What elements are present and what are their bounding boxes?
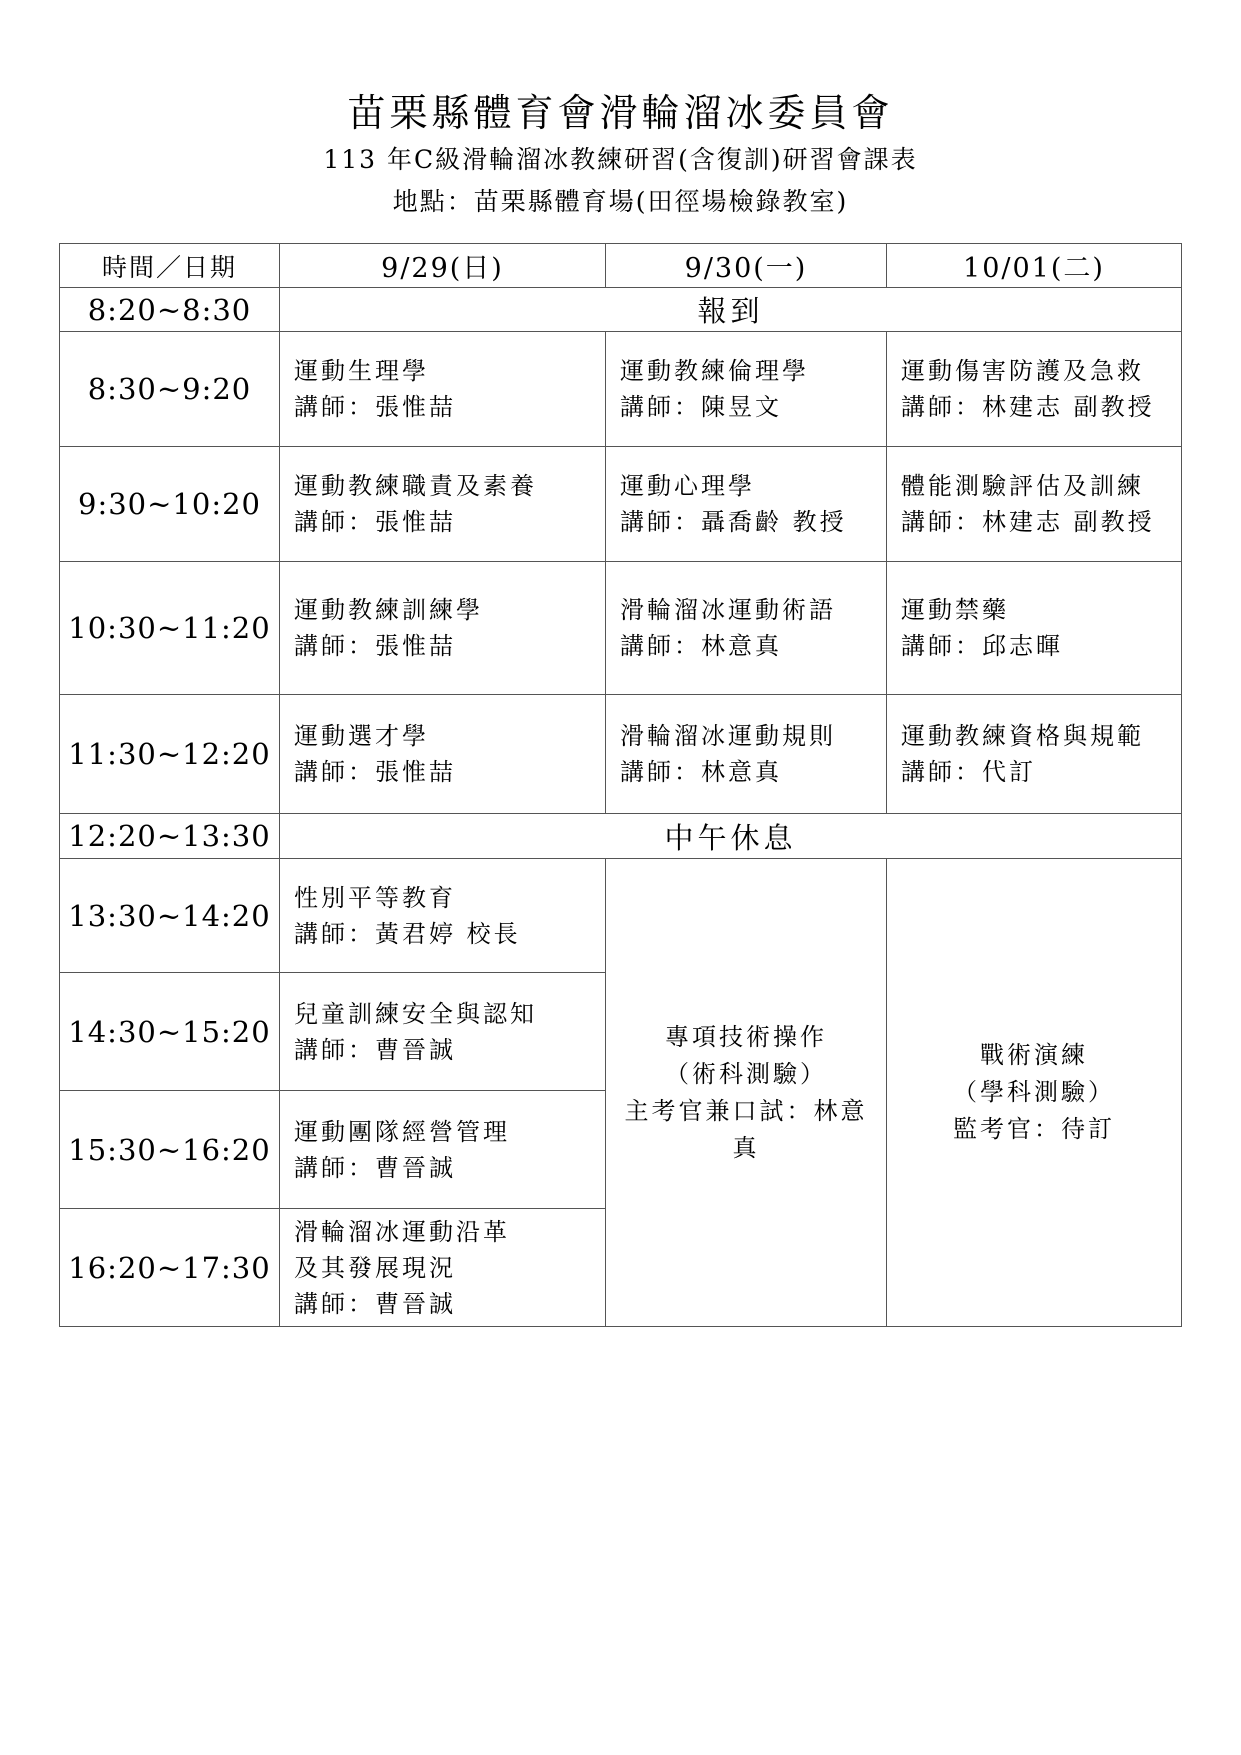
course-lecturer: 講師：林建志 副教授 xyxy=(901,393,1155,421)
course-name: 滑輪溜冰運動規則 xyxy=(620,722,836,750)
table-header-row xyxy=(60,244,1182,288)
course-name: 運動傷害防護及急救 xyxy=(901,357,1144,385)
table-row xyxy=(60,562,1182,695)
location-line: 地點：苗栗縣體育場(田徑場檢錄教室) xyxy=(392,187,849,216)
course-cell xyxy=(887,562,1182,695)
course-name: 運動教練訓練學 xyxy=(294,596,483,624)
course-cell xyxy=(280,332,606,447)
practical-note: （術科測驗） xyxy=(665,1059,827,1088)
course-lecturer: 講師：張惟喆 xyxy=(294,758,456,786)
course-cell xyxy=(280,973,606,1091)
course-cell xyxy=(606,447,887,562)
course-name-cont: 及其發展現況 xyxy=(294,1253,456,1282)
course-cell xyxy=(280,447,606,562)
course-lecturer: 講師：邱志暉 xyxy=(901,632,1063,660)
registration-row xyxy=(60,288,1182,332)
course-lecturer: 講師：林意真 xyxy=(620,632,782,660)
practical-title: 專項技術操作 xyxy=(665,1022,827,1051)
document-title: 苗栗縣體育會滑輪溜冰委員會 xyxy=(347,91,894,135)
header-day-3: 10/01(二) xyxy=(887,244,1182,288)
time-slot: 8:20~8:30 xyxy=(60,288,280,332)
course-cell xyxy=(887,447,1182,562)
tactics-proctor: 監考官：待訂 xyxy=(953,1115,1115,1143)
practical-exam-cell xyxy=(606,859,887,1327)
schedule-table xyxy=(59,243,1182,1327)
course-lecturer: 講師：陳昱文 xyxy=(620,393,782,421)
registration-label: 報到 xyxy=(280,288,1182,332)
course-name: 運動教練倫理學 xyxy=(620,357,809,385)
course-cell xyxy=(887,332,1182,447)
course-name: 運動團隊經營管理 xyxy=(294,1117,510,1146)
course-cell xyxy=(280,1091,606,1209)
course-cell xyxy=(280,695,606,814)
time-slot: 14:30~15:20 xyxy=(60,973,280,1091)
header-day-1: 9/29(日) xyxy=(280,244,606,288)
time-slot: 10:30~11:20 xyxy=(60,562,280,695)
course-lecturer: 講師：黃君婷 校長 xyxy=(294,919,521,948)
course-name: 運動教練資格與規範 xyxy=(901,722,1144,750)
lunch-label: 中午休息 xyxy=(280,814,1182,859)
time-slot: 15:30~16:20 xyxy=(60,1091,280,1209)
course-lecturer: 講師：張惟喆 xyxy=(294,508,456,536)
tactics-title: 戰術演練 xyxy=(980,1041,1088,1069)
header-time-date: 時間／日期 xyxy=(60,244,280,288)
practical-examiner: 主考官兼口試：林意真 xyxy=(624,1096,868,1162)
course-lecturer: 講師：張惟喆 xyxy=(294,393,456,421)
course-lecturer: 講師：曹晉誠 xyxy=(294,1153,456,1182)
tactics-note: （學科測驗） xyxy=(953,1078,1115,1106)
table-row xyxy=(60,332,1182,447)
document-subtitle: 113 年C級滑輪溜冰教練研習(含復訓)研習會課表 xyxy=(323,145,918,174)
course-lecturer: 講師：曹晉誠 xyxy=(294,1035,456,1064)
tactics-exam-cell xyxy=(887,859,1182,1327)
time-slot: 9:30~10:20 xyxy=(60,447,280,562)
table-row xyxy=(60,859,1182,973)
course-cell xyxy=(280,562,606,695)
course-cell xyxy=(606,695,887,814)
course-lecturer: 講師：張惟喆 xyxy=(294,632,456,660)
course-cell xyxy=(606,562,887,695)
course-cell xyxy=(280,1209,606,1327)
course-name: 運動禁藥 xyxy=(901,596,1009,624)
course-cell xyxy=(606,332,887,447)
course-lecturer: 講師：代訂 xyxy=(901,758,1036,786)
time-slot: 16:20~17:30 xyxy=(60,1209,280,1327)
course-lecturer: 講師：曹晉誠 xyxy=(294,1289,456,1318)
course-name: 滑輪溜冰運動術語 xyxy=(620,596,836,624)
time-slot: 13:30~14:20 xyxy=(60,859,280,973)
course-name: 運動選才學 xyxy=(294,722,429,750)
course-name: 兒童訓練安全與認知 xyxy=(294,999,537,1028)
course-name: 滑輪溜冰運動沿革 xyxy=(294,1217,510,1246)
course-name: 性別平等教育 xyxy=(294,883,456,912)
course-cell xyxy=(887,695,1182,814)
course-name: 運動教練職責及素養 xyxy=(294,472,537,500)
course-name: 體能測驗評估及訓練 xyxy=(901,472,1144,500)
course-lecturer: 講師：聶喬齡 教授 xyxy=(620,508,847,536)
course-name: 運動生理學 xyxy=(294,357,429,385)
table-row xyxy=(60,695,1182,814)
header-day-2: 9/30(一) xyxy=(606,244,887,288)
course-cell xyxy=(280,859,606,973)
time-slot: 12:20~13:30 xyxy=(60,814,280,859)
time-slot: 8:30~9:20 xyxy=(60,332,280,447)
course-name: 運動心理學 xyxy=(620,472,755,500)
course-lecturer: 講師：林意真 xyxy=(620,758,782,786)
lunch-row xyxy=(60,814,1182,859)
time-slot: 11:30~12:20 xyxy=(60,695,280,814)
course-lecturer: 講師：林建志 副教授 xyxy=(901,508,1155,536)
table-row xyxy=(60,447,1182,562)
